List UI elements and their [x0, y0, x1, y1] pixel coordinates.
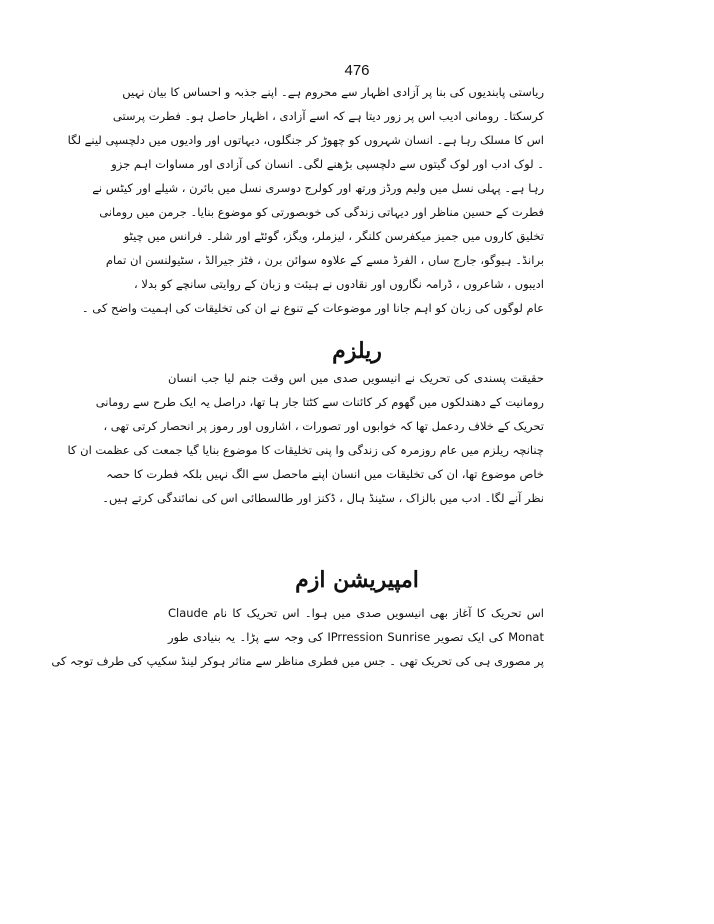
paragraph-romanticism	[67, 80, 544, 320]
text-line: ریاستی پابندیوں کی بنا پر آزادی اظہار سے محروم ہے۔ اپنے جذبہ و احساس کا بیان نہیں	[122, 85, 544, 99]
section-heading-realism: ریلزم	[332, 338, 382, 364]
text-line: عام لوگوں کی زبان کو اہم جانا اور موضوعات کے تنوع نے ان کی تخلیقات کی اہمیت واضح کی ۔	[81, 301, 544, 315]
text-line: ادیبوں ، شاعروں ، ڈرامہ نگاروں اور نقادوں نے ہیئت و زبان کے روایتی سانچے کو بدلا ،	[134, 277, 544, 291]
text-line: اس تحریک کا آغاز بھی انیسویں صدی میں ہوا۔ اس تحریک کا نام Claude	[168, 606, 544, 620]
text-line: خاص موضوع تھا، ان کی تخلیقات میں انسان اپنے ماحصل سے الگ نہیں بلکہ فطرت کا حصہ	[106, 467, 544, 481]
text-line: اس کا مسلک رہا ہے۔ انسان شہروں کو چھوڑ کر جنگلوں، دیہاتوں اور وادیوں میں دلچسپی لینے لگا	[67, 133, 544, 147]
text-line: تخلیق کاروں میں جمیز میکفرسن کلنگر ، لیزملر، ویگز، گوئٹے اور شلر۔ فرانس میں چیٹو	[123, 229, 544, 243]
text-line: برانڈ۔ ہیوگو، جارج ساں ، الفرڈ مسے کے علاوہ سوائن برن ، فٹز جیرالڈ ، سٹیولنسن ان تمام	[105, 253, 544, 267]
paragraph-realism	[67, 366, 544, 510]
text-line: کرسکتا۔ رومانی ادیب اس پر زور دیتا ہے کہ اسے آزادی ، اظہار حاصل ہو۔ فطرت پرستی	[112, 109, 544, 123]
text-line: Monat کی ایک تصویر IPrression Sunrise کی وجہ سے پڑا۔ یہ بنیادی طور	[168, 630, 544, 644]
paragraph-impressionism	[51, 601, 544, 673]
text-line: نظر آنے لگا۔ ادب میں بالزاک ، سٹینڈ ہال ، ڈکنز اور طالسطائی اس کی نمائندگی کرتے ہیں۔	[102, 491, 544, 505]
text-line: چنانچہ ریلزم میں عام روزمرہ کی زندگی وا پنی تخلیقات کا موضوع بنایا گیا جمعت کی عظمت ان کا	[67, 443, 544, 457]
text-line: رومانیت کے دھندلکوں میں گھوم کر کائنات سے کٹتا جار ہا تھا، دراصل یہ ایک طرح سے رومانی	[95, 395, 544, 409]
text-line: پر مصوری ہی کی تحریک تھی ۔ جس میں فطری مناظر سے متاثر ہوکر لینڈ سکیپ کی طرف توجہ کی	[51, 654, 544, 668]
text-line: فطرت کے حسین مناظر اور دیہاتی زندگی کی خوبصورتی کو موضوع بنایا۔ جرمن میں رومانی	[99, 205, 544, 219]
page-number: 476	[344, 62, 370, 79]
text-line: رہا ہے۔ پہلی نسل میں ولیم ورڈز ورتھ اور کولرج دوسری نسل میں بائرن ، شیلے اور کیٹس نے	[92, 181, 544, 195]
section-heading-impressionism: امپیریشن ازم	[295, 567, 419, 593]
text-line: تحریک کے خلاف ردعمل تھا کہ خوابوں اور تصورات ، اشاروں اور رموز پر انحصار کرتی تھی ،	[103, 419, 544, 433]
text-line: حقیقت پسندی کی تحریک نے انیسویں صدی میں اس وقت جنم لیا جب انسان	[168, 371, 544, 385]
text-line: ۔ لوک ادب اور لوک گیتوں سے دلچسپی بڑھنے لگی۔ انسان کی آزادی اور مساوات اہم جزو	[111, 157, 544, 171]
